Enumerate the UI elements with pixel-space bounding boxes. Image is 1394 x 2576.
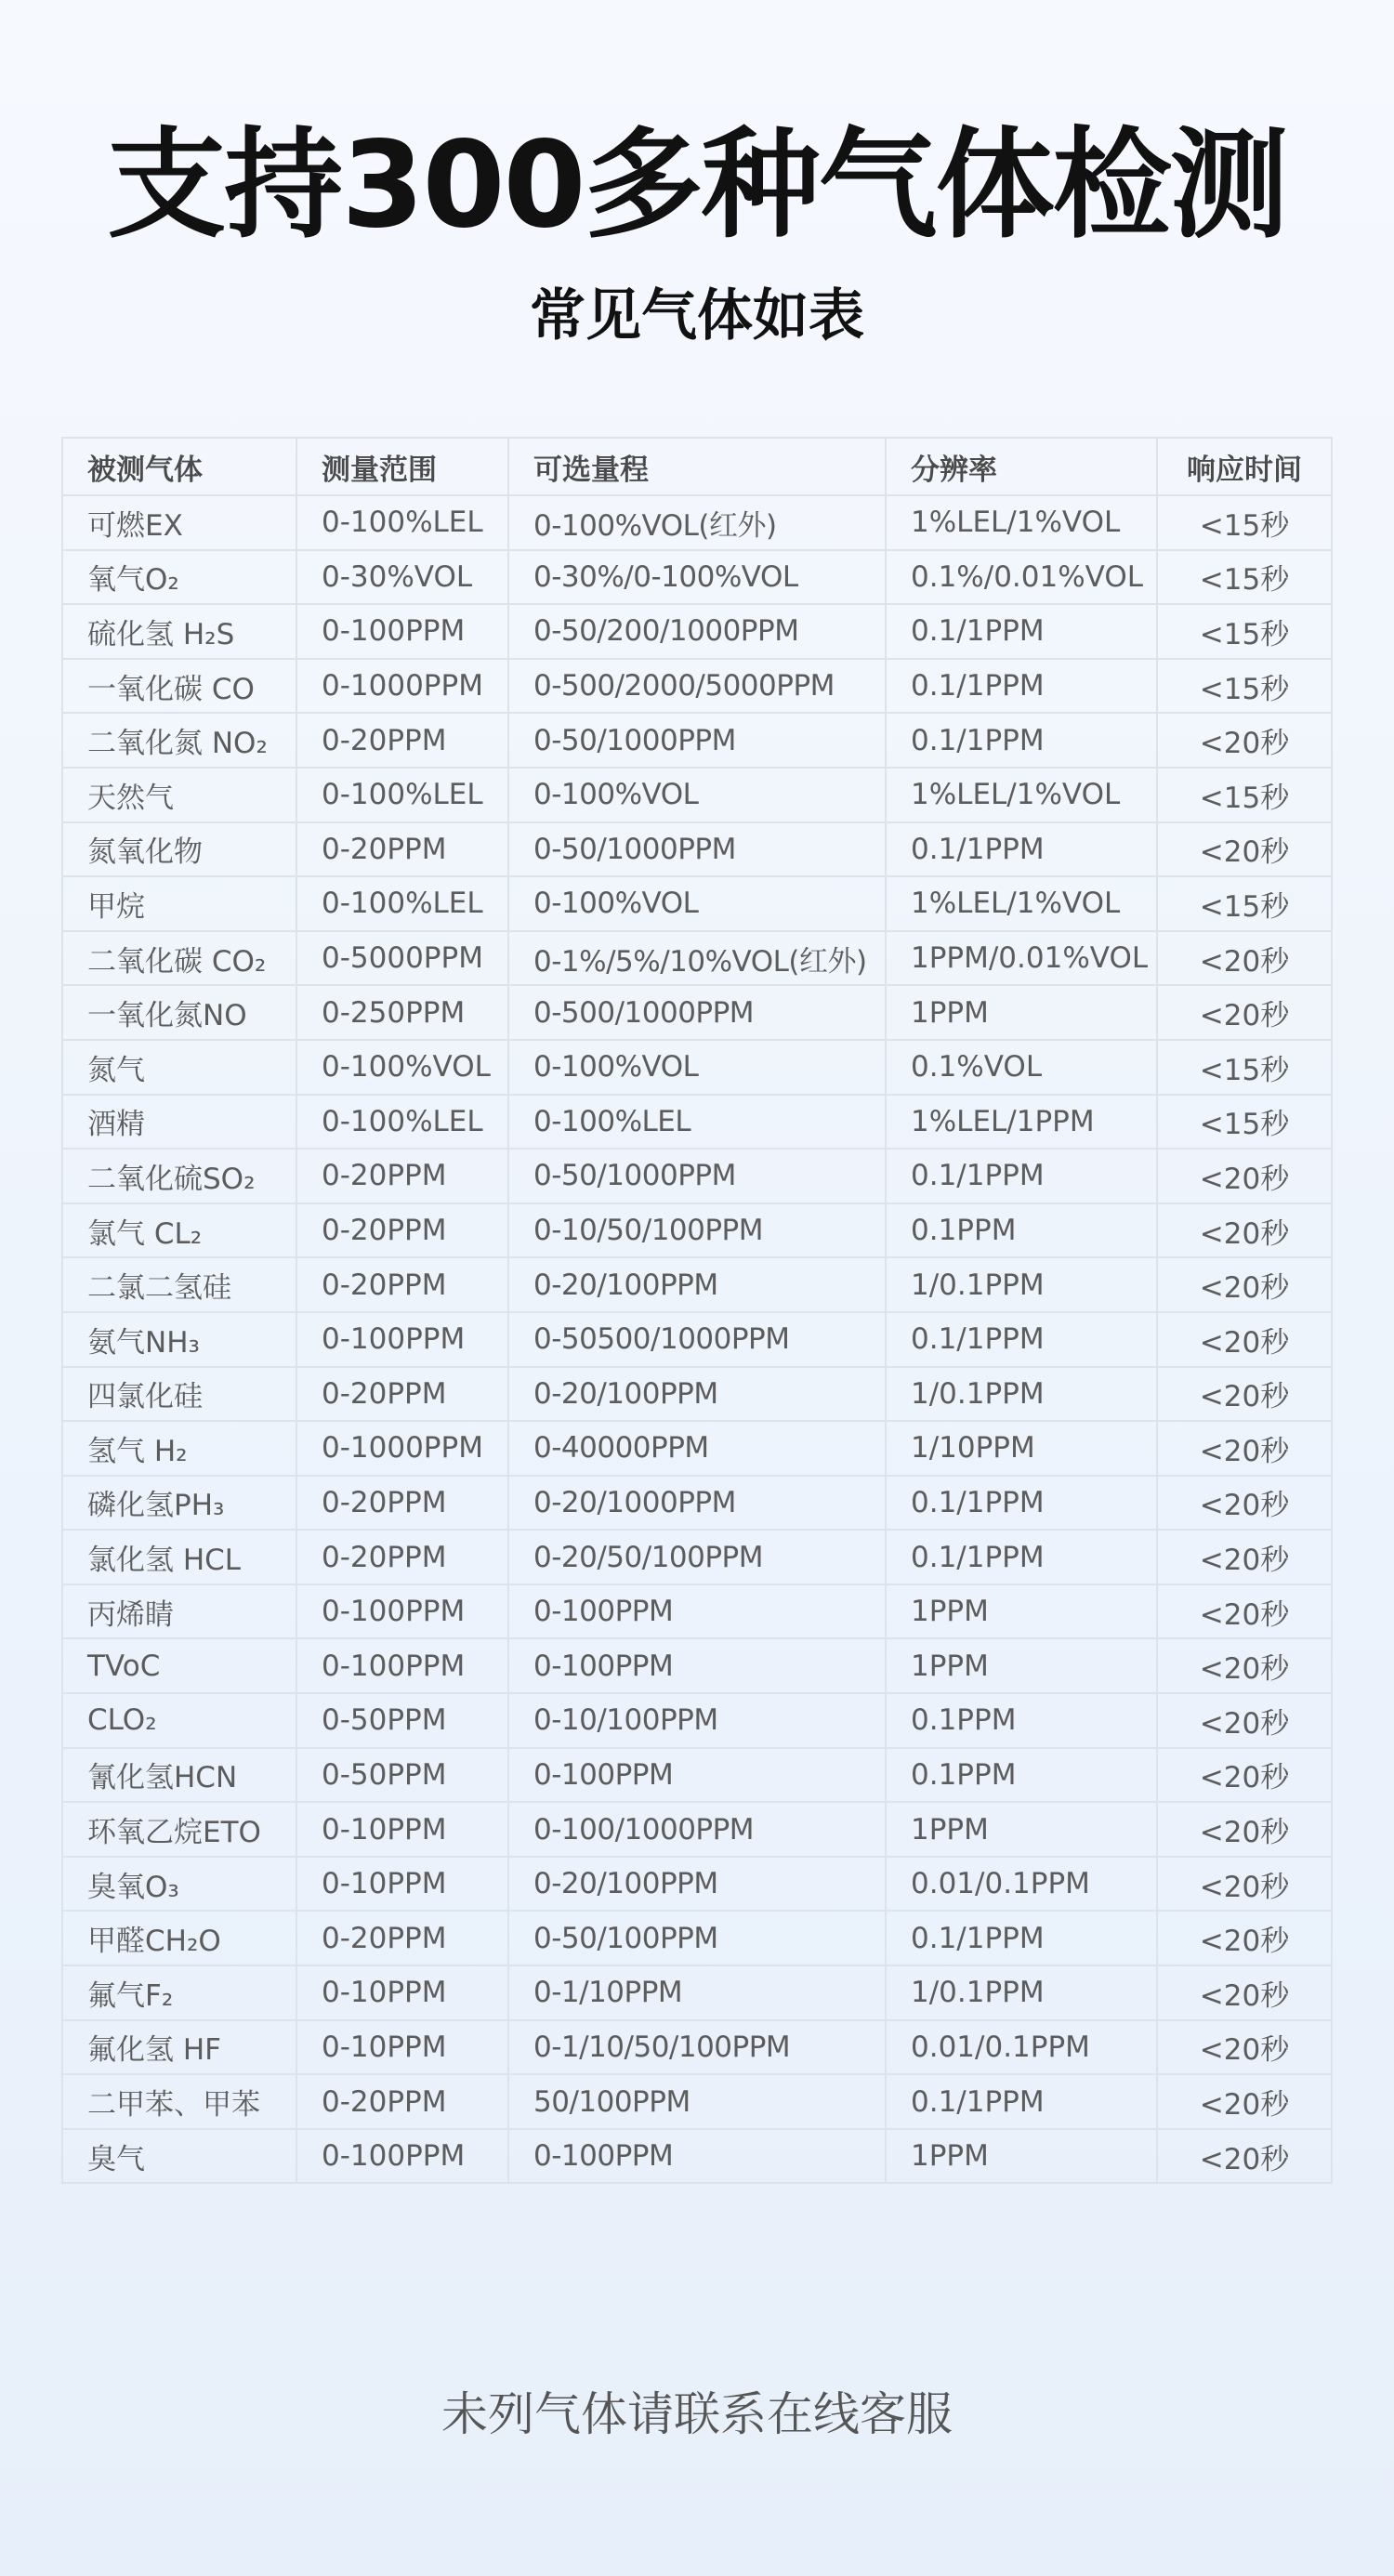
cell-options: 0-100%VOL [508, 768, 886, 822]
cell-response: <20秒 [1157, 2129, 1332, 2184]
cell-resolution: 0.1PPM [886, 1693, 1157, 1748]
cell-resolution: 0.1/1PPM [886, 604, 1157, 659]
cell-response: <20秒 [1157, 2020, 1332, 2075]
table-row [62, 876, 1332, 931]
cell-response: <20秒 [1157, 931, 1332, 986]
cell-response: <20秒 [1157, 1965, 1332, 2020]
table-body [62, 495, 1332, 2183]
cell-options: 0-50/100PPM [508, 1911, 886, 1965]
cell-response: <20秒 [1157, 713, 1332, 768]
cell-resolution: 0.1/1PPM [886, 1530, 1157, 1584]
cell-response: <20秒 [1157, 822, 1332, 877]
table-row [62, 1476, 1332, 1531]
cell-range: 0-20PPM [296, 2074, 508, 2129]
cell-options: 0-100PPM [508, 1748, 886, 1803]
cell-gas: 氯气 CL₂ [62, 1203, 296, 1258]
cell-options: 0-100%VOL [508, 1040, 886, 1095]
cell-resolution: 0.1/1PPM [886, 1476, 1157, 1531]
table-row [62, 1367, 1332, 1422]
cell-gas: 丙烯睛 [62, 1584, 296, 1639]
table-row [62, 1203, 1332, 1258]
cell-gas: 氧气O₂ [62, 550, 296, 605]
column-header-range: 测量范围 [296, 438, 508, 495]
table-row [62, 1149, 1332, 1203]
cell-options: 0-50500/1000PPM [508, 1312, 886, 1367]
cell-resolution: 1PPM [886, 1638, 1157, 1693]
cell-options: 0-10/100PPM [508, 1693, 886, 1748]
cell-options: 0-500/1000PPM [508, 985, 886, 1040]
cell-range: 0-10PPM [296, 1802, 508, 1857]
cell-gas: 臭氧O₃ [62, 1857, 296, 1912]
cell-response: <20秒 [1157, 1857, 1332, 1912]
table-header-row [62, 438, 1332, 495]
cell-resolution: 1%LEL/1%VOL [886, 876, 1157, 931]
cell-options: 0-50/200/1000PPM [508, 604, 886, 659]
cell-gas: 氮氧化物 [62, 822, 296, 877]
table-row [62, 1257, 1332, 1312]
table-row [62, 495, 1332, 550]
cell-resolution: 1PPM [886, 1802, 1157, 1857]
cell-range: 0-50PPM [296, 1693, 508, 1748]
cell-range: 0-250PPM [296, 985, 508, 1040]
cell-response: <20秒 [1157, 1421, 1332, 1476]
cell-options: 0-100%VOL [508, 876, 886, 931]
cell-options: 0-100PPM [508, 2129, 886, 2184]
table-row [62, 1584, 1332, 1639]
table-row [62, 1693, 1332, 1748]
cell-response: <20秒 [1157, 1530, 1332, 1584]
cell-resolution: 0.1PPM [886, 1203, 1157, 1258]
cell-gas: 酒精 [62, 1095, 296, 1150]
cell-gas: 氨气NH₃ [62, 1312, 296, 1367]
cell-range: 0-20PPM [296, 1257, 508, 1312]
cell-options: 0-1%/5%/10%VOL(红外) [508, 931, 886, 986]
cell-range: 0-100%VOL [296, 1040, 508, 1095]
cell-response: <15秒 [1157, 604, 1332, 659]
cell-range: 0-10PPM [296, 2020, 508, 2075]
cell-gas: 天然气 [62, 768, 296, 822]
cell-resolution: 0.1%/0.01%VOL [886, 550, 1157, 605]
cell-gas: TVoC [62, 1638, 296, 1693]
cell-range: 0-100%LEL [296, 768, 508, 822]
table-row [62, 1965, 1332, 2020]
cell-gas: 氢气 H₂ [62, 1421, 296, 1476]
cell-response: <20秒 [1157, 1911, 1332, 1965]
cell-range: 0-100PPM [296, 2129, 508, 2184]
cell-gas: 臭气 [62, 2129, 296, 2184]
cell-options: 0-20/100PPM [508, 1367, 886, 1422]
cell-range: 0-20PPM [296, 1911, 508, 1965]
column-header-gas: 被测气体 [62, 438, 296, 495]
cell-gas: 二氯二氢硅 [62, 1257, 296, 1312]
cell-gas: 可燃EX [62, 495, 296, 550]
cell-range: 0-100%LEL [296, 876, 508, 931]
gas-table [61, 437, 1333, 2184]
table-row [62, 713, 1332, 768]
cell-resolution: 1%LEL/1%VOL [886, 495, 1157, 550]
cell-gas: 二氧化硫SO₂ [62, 1149, 296, 1203]
table-row [62, 931, 1332, 986]
cell-options: 0-20/100PPM [508, 1857, 886, 1912]
cell-resolution: 0.1%VOL [886, 1040, 1157, 1095]
table-row [62, 2020, 1332, 2075]
table-row [62, 768, 1332, 822]
cell-options: 0-100%LEL [508, 1095, 886, 1150]
cell-options: 0-20/50/100PPM [508, 1530, 886, 1584]
cell-response: <20秒 [1157, 1257, 1332, 1312]
cell-response: <20秒 [1157, 1312, 1332, 1367]
cell-resolution: 1/10PPM [886, 1421, 1157, 1476]
cell-range: 0-20PPM [296, 822, 508, 877]
cell-range: 0-1000PPM [296, 1421, 508, 1476]
table-row [62, 1040, 1332, 1095]
cell-gas: 二氧化氮 NO₂ [62, 713, 296, 768]
cell-options: 0-40000PPM [508, 1421, 886, 1476]
cell-gas: 一氧化氮NO [62, 985, 296, 1040]
table-row [62, 604, 1332, 659]
cell-response: <15秒 [1157, 1040, 1332, 1095]
table-row [62, 1095, 1332, 1150]
cell-response: <15秒 [1157, 495, 1332, 550]
cell-range: 0-5000PPM [296, 931, 508, 986]
cell-range: 0-30%VOL [296, 550, 508, 605]
cell-options: 0-50/1000PPM [508, 822, 886, 877]
cell-range: 0-20PPM [296, 1367, 508, 1422]
table-row [62, 822, 1332, 877]
table-row [62, 550, 1332, 605]
cell-gas: 四氯化硅 [62, 1367, 296, 1422]
cell-gas: 氰化氢HCN [62, 1748, 296, 1803]
cell-response: <20秒 [1157, 985, 1332, 1040]
gas-table-container [61, 437, 1331, 2184]
page-subtitle: 常见气体如表 [530, 283, 864, 348]
cell-options: 0-1/10PPM [508, 1965, 886, 2020]
cell-response: <20秒 [1157, 1638, 1332, 1693]
table-row [62, 659, 1332, 714]
column-header-resolution: 分辨率 [886, 438, 1157, 495]
cell-response: <20秒 [1157, 1802, 1332, 1857]
cell-resolution: 1%LEL/1PPM [886, 1095, 1157, 1150]
cell-resolution: 1/0.1PPM [886, 1965, 1157, 2020]
cell-resolution: 0.1/1PPM [886, 713, 1157, 768]
cell-gas: 甲烷 [62, 876, 296, 931]
cell-resolution: 0.1/1PPM [886, 659, 1157, 714]
table-row [62, 1638, 1332, 1693]
cell-gas: 一氧化碳 CO [62, 659, 296, 714]
cell-range: 0-20PPM [296, 1149, 508, 1203]
cell-gas: 磷化氢PH₃ [62, 1476, 296, 1531]
cell-options: 0-50/1000PPM [508, 713, 886, 768]
cell-options: 0-30%/0-100%VOL [508, 550, 886, 605]
cell-options: 50/100PPM [508, 2074, 886, 2129]
table-row [62, 1802, 1332, 1857]
cell-range: 0-100%LEL [296, 495, 508, 550]
cell-resolution: 1/0.1PPM [886, 1367, 1157, 1422]
cell-range: 0-20PPM [296, 1203, 508, 1258]
cell-gas: 硫化氢 H₂S [62, 604, 296, 659]
cell-range: 0-100%LEL [296, 1095, 508, 1150]
cell-range: 0-100PPM [296, 1584, 508, 1639]
cell-range: 0-10PPM [296, 1965, 508, 2020]
cell-resolution: 0.1PPM [886, 1748, 1157, 1803]
page-title: 支持300多种气体检测 [107, 116, 1287, 255]
cell-response: <20秒 [1157, 1584, 1332, 1639]
cell-response: <15秒 [1157, 659, 1332, 714]
cell-response: <15秒 [1157, 1095, 1332, 1150]
cell-resolution: 1PPM [886, 985, 1157, 1040]
cell-resolution: 0.1/1PPM [886, 1911, 1157, 1965]
cell-range: 0-20PPM [296, 713, 508, 768]
table-row [62, 985, 1332, 1040]
table-row [62, 1857, 1332, 1912]
cell-resolution: 1PPM [886, 1584, 1157, 1639]
cell-resolution: 0.01/0.1PPM [886, 2020, 1157, 2075]
cell-response: <20秒 [1157, 1367, 1332, 1422]
cell-response: <20秒 [1157, 1149, 1332, 1203]
cell-range: 0-20PPM [296, 1476, 508, 1531]
cell-range: 0-100PPM [296, 1638, 508, 1693]
table-row [62, 2129, 1332, 2184]
cell-response: <20秒 [1157, 2074, 1332, 2129]
cell-options: 0-500/2000/5000PPM [508, 659, 886, 714]
footer-note: 未列气体请联系在线客服 [441, 2387, 953, 2441]
cell-options: 0-20/100PPM [508, 1257, 886, 1312]
cell-options: 0-50/1000PPM [508, 1149, 886, 1203]
cell-options: 0-100%VOL(红外) [508, 495, 886, 550]
cell-response: <20秒 [1157, 1476, 1332, 1531]
table-row [62, 1312, 1332, 1367]
cell-range: 0-50PPM [296, 1748, 508, 1803]
cell-resolution: 0.1/1PPM [886, 2074, 1157, 2129]
cell-response: <20秒 [1157, 1693, 1332, 1748]
column-header-options: 可选量程 [508, 438, 886, 495]
cell-response: <15秒 [1157, 768, 1332, 822]
cell-gas: 氟气F₂ [62, 1965, 296, 2020]
cell-range: 0-1000PPM [296, 659, 508, 714]
table-row [62, 1530, 1332, 1584]
cell-gas: 二甲苯、甲苯 [62, 2074, 296, 2129]
cell-gas: 氮气 [62, 1040, 296, 1095]
table-row [62, 1911, 1332, 1965]
cell-resolution: 1PPM [886, 2129, 1157, 2184]
cell-range: 0-20PPM [296, 1530, 508, 1584]
cell-options: 0-100PPM [508, 1584, 886, 1639]
cell-resolution: 1PPM/0.01%VOL [886, 931, 1157, 986]
cell-options: 0-100/1000PPM [508, 1802, 886, 1857]
cell-gas: 环氧乙烷ETO [62, 1802, 296, 1857]
cell-response: <15秒 [1157, 876, 1332, 931]
cell-gas: CLO₂ [62, 1693, 296, 1748]
cell-gas: 甲醛CH₂O [62, 1911, 296, 1965]
cell-range: 0-100PPM [296, 1312, 508, 1367]
table-row [62, 2074, 1332, 2129]
cell-gas: 氯化氢 HCL [62, 1530, 296, 1584]
cell-options: 0-10/50/100PPM [508, 1203, 886, 1258]
cell-options: 0-20/1000PPM [508, 1476, 886, 1531]
column-header-response: 响应时间 [1157, 438, 1332, 495]
cell-range: 0-10PPM [296, 1857, 508, 1912]
cell-gas: 二氧化碳 CO₂ [62, 931, 296, 986]
cell-options: 0-100PPM [508, 1638, 886, 1693]
cell-range: 0-100PPM [296, 604, 508, 659]
table-row [62, 1748, 1332, 1803]
cell-options: 0-1/10/50/100PPM [508, 2020, 886, 2075]
cell-response: <20秒 [1157, 1748, 1332, 1803]
cell-response: <15秒 [1157, 550, 1332, 605]
cell-resolution: 1%LEL/1%VOL [886, 768, 1157, 822]
cell-response: <20秒 [1157, 1203, 1332, 1258]
cell-resolution: 1/0.1PPM [886, 1257, 1157, 1312]
table-row [62, 1421, 1332, 1476]
cell-resolution: 0.01/0.1PPM [886, 1857, 1157, 1912]
cell-resolution: 0.1/1PPM [886, 822, 1157, 877]
cell-resolution: 0.1/1PPM [886, 1149, 1157, 1203]
cell-gas: 氟化氢 HF [62, 2020, 296, 2075]
cell-resolution: 0.1/1PPM [886, 1312, 1157, 1367]
